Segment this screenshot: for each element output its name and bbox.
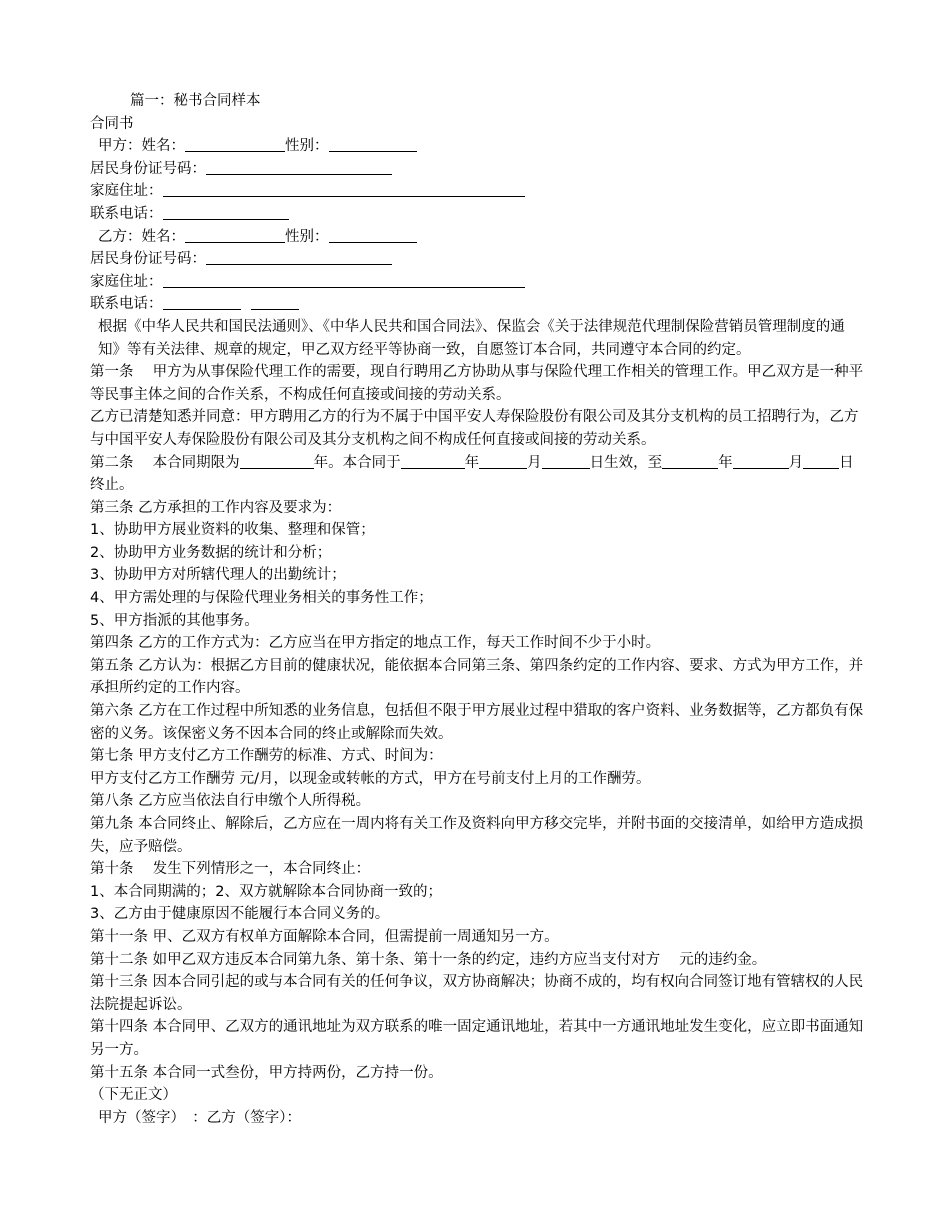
party-b-name-line	[90, 226, 865, 249]
party-b-name-label: 乙方：姓名：	[98, 228, 185, 245]
party-b-address-line	[90, 271, 865, 294]
article-7: 第七条 甲方支付乙方工作酬劳的标准、方式、时间为：	[90, 748, 443, 765]
party-b-id-label: 居民身份证号码：	[90, 251, 206, 268]
party-a-name-line	[90, 135, 865, 158]
signature-line: 甲方（签字） ：乙方（签字）：	[98, 1109, 301, 1126]
party-b-phone-blank-1[interactable]	[163, 295, 241, 310]
article-3: 第三条 乙方承担的工作内容及要求为：	[90, 499, 342, 516]
article-2-text-7: 月	[788, 454, 804, 471]
party-b-address-label: 家庭住址：	[90, 273, 163, 290]
party-a-gender-blank[interactable]	[329, 137, 417, 152]
article-11: 第十一条 甲、乙双方有权单方面解除本合同，但需提前一周通知另一方。	[90, 928, 559, 945]
contract-document	[90, 90, 865, 1129]
party-a-id-line	[90, 158, 865, 181]
article-3-item: 5、甲方指派的其他事务。	[90, 612, 259, 629]
article-3-item: 4、甲方需处理的与保险代理业务相关的事务性工作；	[90, 590, 433, 607]
article-12: 第十二条 如甲乙双方违反本合同第九条、第十条、第十一条的约定，违约方应当支付对方 元的违约金。	[90, 951, 767, 968]
article-15: 第十五条 本合同一式叁份，甲方持两份，乙方持一份。	[90, 1064, 443, 1081]
article-5: 第五条 乙方认为：根据乙方目前的健康状况，能依据本合同第三条、第四条约定的工作内容、要求、方式为甲方工作，并承担所约定的工作内容。	[90, 657, 864, 697]
article-3-item: 3、协助甲方对所辖代理人的出勤统计；	[90, 567, 346, 584]
party-a-phone-label: 联系电话：	[90, 205, 163, 222]
article-3-item: 2、协助甲方业务数据的统计和分析；	[90, 544, 332, 561]
document-title: 篇一：秘书合同样本	[130, 93, 261, 109]
article-8: 第八条 乙方应当依法自行申缴个人所得税。	[90, 793, 371, 810]
party-a-name-blank[interactable]	[185, 137, 285, 152]
article-10: 第十条 发生下列情形之一，本合同终止：	[90, 861, 371, 878]
article-3-item: 1、协助甲方展业资料的收集、整理和保管；	[90, 522, 375, 539]
article-1: 第一条 甲方为从事保险代理工作的需要，现自行聘用乙方协助从事与保险代理工作相关的管理工作。甲乙双方是一种平等民事主体之间的合作关系，不构成任何直接或间接的劳动关系。	[90, 364, 864, 403]
preamble-paragraph: 根据《中华人民共和国民法通则》、《中华人民共和国合同法》、保监会《关于法律规范代理制保险营销员管理制度的通知》等有关法律、规章的规定，甲乙双方经平等协商一致，自愿签订本合同，共同遵守本合同的约定。	[98, 318, 845, 358]
article-2	[90, 452, 865, 497]
start-year-blank[interactable]	[401, 454, 465, 469]
party-b-id-line	[90, 248, 865, 271]
article-13: 第十三条 因本合同引起的或与本合同有关的任何争议，双方协商解决；协商不成的，均有权向合同签订地有管辖权的人民法院提起诉讼。	[90, 974, 864, 1013]
party-a-phone-line	[90, 203, 865, 226]
start-month-blank[interactable]	[479, 454, 527, 469]
party-b-address-blank[interactable]	[163, 273, 525, 288]
article-1-supplement: 乙方已清楚知悉并同意：甲方聘用乙方的行为不属于中国平安人寿保险股份有限公司及其分支机构的员工招聘行为，乙方与中国平安人寿保险股份有限公司及其分支机构之间不构成任何直接或间接的劳动关系。	[90, 409, 859, 448]
end-month-blank[interactable]	[733, 454, 789, 469]
article-2-text-6: 年	[718, 454, 733, 471]
party-b-phone-label: 联系电话：	[90, 296, 163, 313]
party-a-id-blank[interactable]	[206, 160, 392, 175]
start-day-blank[interactable]	[542, 454, 590, 469]
party-b-id-blank[interactable]	[206, 250, 392, 265]
article-2-text-1: 第二条 本合同期限为	[90, 454, 240, 471]
party-a-address-line	[90, 180, 865, 203]
party-a-address-blank[interactable]	[163, 182, 525, 197]
term-years-blank[interactable]	[240, 454, 314, 469]
party-b-phone-line	[90, 293, 865, 316]
end-year-blank[interactable]	[662, 454, 718, 469]
document-heading: 合同书	[90, 115, 134, 132]
no-further-text: （下无正文）	[90, 1087, 177, 1104]
party-a-phone-blank[interactable]	[163, 205, 289, 220]
article-9: 第九条 本合同终止、解除后，乙方应在一周内将有关工作及资料向甲方移交完毕，并附书面的交接清单，如给甲方造成损失，应予赔偿。	[90, 816, 864, 855]
article-10-item: 1、本合同期满的；2、双方就解除本合同协商一致的；	[90, 883, 442, 900]
article-2-text-4: 月	[527, 454, 542, 471]
party-a-name-label: 甲方：姓名：	[98, 138, 185, 155]
party-b-phone-blank-2[interactable]	[251, 295, 299, 310]
party-b-gender-blank[interactable]	[329, 228, 417, 243]
article-14: 第十四条 本合同甲、乙双方的通讯地址为双方联系的唯一固定通讯地址，若其中一方通讯地址发生变化，应立即书面通知另一方。	[90, 1019, 864, 1058]
party-a-id-label: 居民身份证号码：	[90, 160, 206, 177]
party-a-gender-label: 性别：	[285, 138, 329, 155]
end-day-blank[interactable]	[803, 454, 839, 469]
article-2-text-2: 年。本合同于	[313, 454, 401, 471]
article-6: 第六条 乙方在工作过程中所知悉的业务信息，包括但不限于甲方展业过程中猎取的客户资料、业务数据等，乙方都负有保密的义务。该保密义务不因本合同的终止或解除而失效。	[90, 703, 864, 742]
article-4: 第四条 乙方的工作方式为：乙方应当在甲方指定的地点工作，每天工作时间不少于小时。	[90, 635, 661, 652]
article-2-text-5: 日生效，至	[589, 454, 663, 471]
article-7-payment: 甲方支付乙方工作酬劳 元/月，以现金或转帐的方式，甲方在号前支付上月的工作酬劳。	[90, 770, 651, 787]
party-b-gender-label: 性别：	[285, 228, 329, 245]
party-a-address-label: 家庭住址：	[90, 183, 163, 200]
article-2-text-8: 日终止。	[90, 454, 854, 494]
article-2-text-3: 年	[464, 454, 480, 471]
article-10-item: 3、乙方由于健康原因不能履行本合同义务的。	[90, 906, 390, 923]
party-b-name-blank[interactable]	[185, 228, 285, 243]
